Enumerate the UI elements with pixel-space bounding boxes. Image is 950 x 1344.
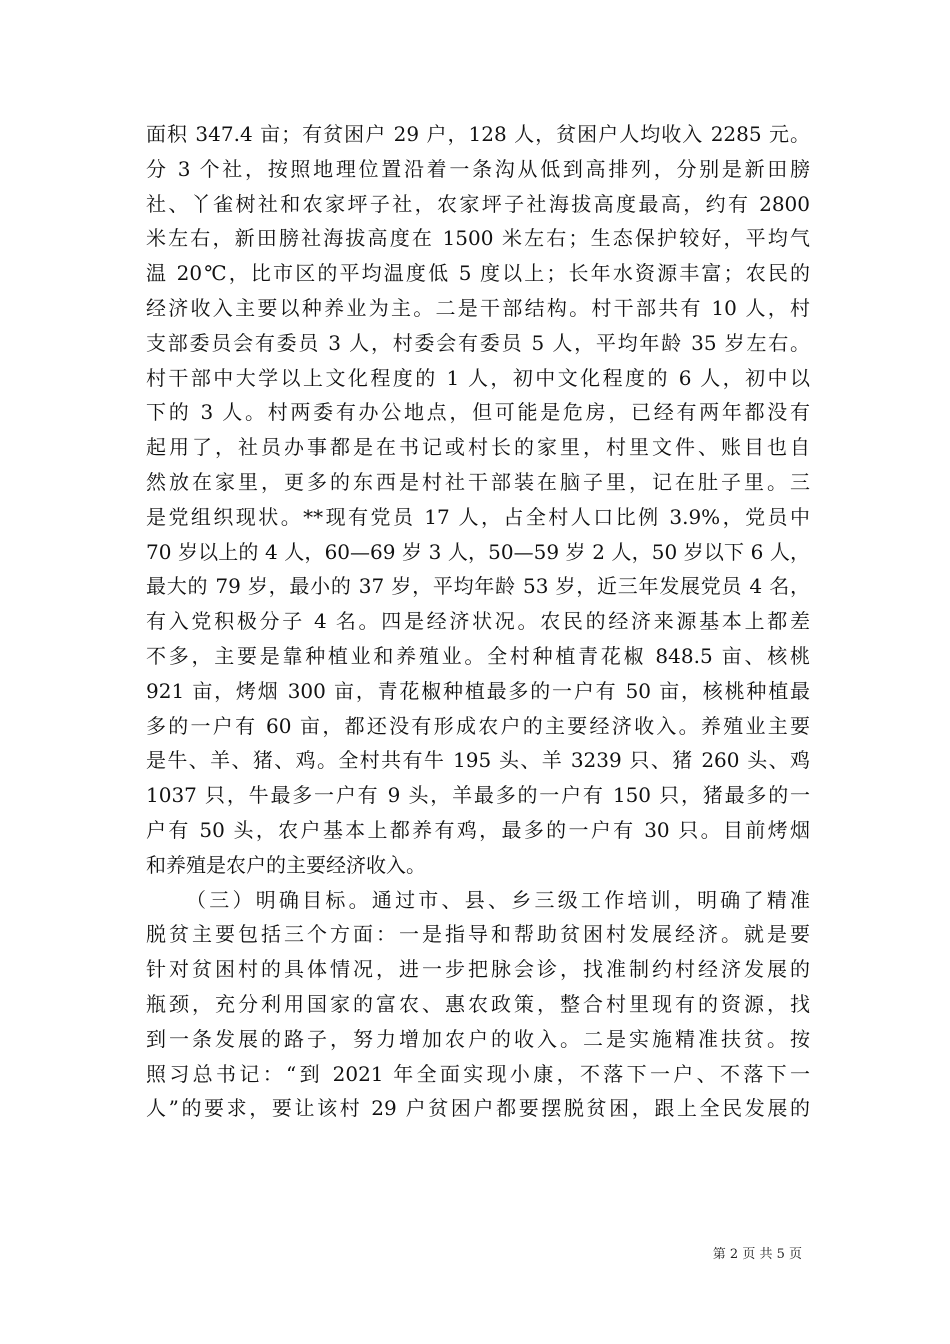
text-line: 1037 只，牛最多一户有 9 头，羊最多的一户有 150 只，猪最多的一 xyxy=(146,783,810,808)
text-line: 到一条发展的路子，努力增加农户的收入。二是实施精准扶贫。按 xyxy=(146,1026,810,1051)
text-line: 面积 347.4 亩；有贫困户 29 户，128 人，贫困户人均收入 2285 元。 xyxy=(146,122,810,146)
body-text xyxy=(146,117,810,1126)
text-line: （三）明确目标。通过市、县、乡三级工作培训，明确了精准 xyxy=(186,887,810,912)
text-line: 最大的 79 岁，最小的 37 岁，平均年龄 53 岁，近三年发展党员 4 名， xyxy=(146,574,810,599)
text-line: 多的一户有 60 亩，都还没有形成农户的主要经济收入。养殖业主要 xyxy=(146,713,810,738)
text-line: 村干部中大学以上文化程度的 1 人，初中文化程度的 6 人，初中以 xyxy=(146,365,810,390)
text-line: 70 岁以上的 4 人，60—69 岁 3 人，50—59 岁 2 人，50 岁以下 6 人， xyxy=(146,539,810,564)
text-line: 有入党积极分子 4 名。四是经济状况。农民的经济来源基本上都差 xyxy=(146,609,810,634)
text-line: 温 20℃，比市区的平均温度低 5 度以上；长年水资源丰富；农民的 xyxy=(146,261,810,286)
text-line: 脱贫主要包括三个方面：一是指导和帮助贫困村发展经济。就是要 xyxy=(146,922,810,947)
text-line: 是党组织现状。**现有党员 17 人，占全村人口比例 3.9%，党员中 xyxy=(146,504,810,529)
page-number-footer: 第 2 页 共 5 页 xyxy=(712,1247,802,1262)
text-line: 然放在家里，更多的东西是村社干部装在脑子里，记在肚子里。三 xyxy=(146,469,810,494)
text-line: 照习总书记：“到 2021 年全面实现小康，不落下一户、不落下一 xyxy=(146,1061,810,1086)
text-line: 和养殖是农户的主要经济收入。 xyxy=(146,852,426,877)
text-line: 人”的要求，要让该村 29 户贫困户都要摆脱贫困，跟上全民发展的 xyxy=(146,1096,810,1121)
text-line: 瓶颈，充分利用国家的富农、惠农政策，整合村里现有的资源，找 xyxy=(146,991,810,1016)
text-line: 下的 3 人。村两委有办公地点，但可能是危房，已经有两年都没有 xyxy=(146,400,810,425)
text-line: 不多，主要是靠种植业和养殖业。全村种植青花椒 848.5 亩、核桃 xyxy=(146,643,810,668)
text-line: 社、丫雀树社和农家坪子社，农家坪子社海拔高度最高，约有 2800 xyxy=(146,191,810,216)
text-line: 起用了，社员办事都是在书记或村长的家里，村里文件、账目也自 xyxy=(146,435,810,460)
text-line: 分 3 个社，按照地理位置沿着一条沟从低到高排列，分别是新田膀 xyxy=(146,156,810,181)
text-line: 支部委员会有委员 3 人，村委会有委员 5 人，平均年龄 35 岁左右。 xyxy=(146,330,810,355)
text-line: 米左右，新田膀社海拔高度在 1500 米左右；生态保护较好，平均气 xyxy=(146,226,810,251)
text-line: 是牛、羊、猪、鸡。全村共有牛 195 头、羊 3239 只、猪 260 头、鸡 xyxy=(146,748,810,773)
text-line: 经济收入主要以种养业为主。二是干部结构。村干部共有 10 人，村 xyxy=(146,295,810,320)
text-line: 针对贫困村的具体情况，进一步把脉会诊，找准制约村经济发展的 xyxy=(146,957,810,982)
text-line: 921 亩，烤烟 300 亩，青花椒种植最多的一户有 50 亩，核桃种植最 xyxy=(146,678,810,703)
text-line: 户有 50 头，农户基本上都养有鸡，最多的一户有 30 只。目前烤烟 xyxy=(146,817,810,842)
